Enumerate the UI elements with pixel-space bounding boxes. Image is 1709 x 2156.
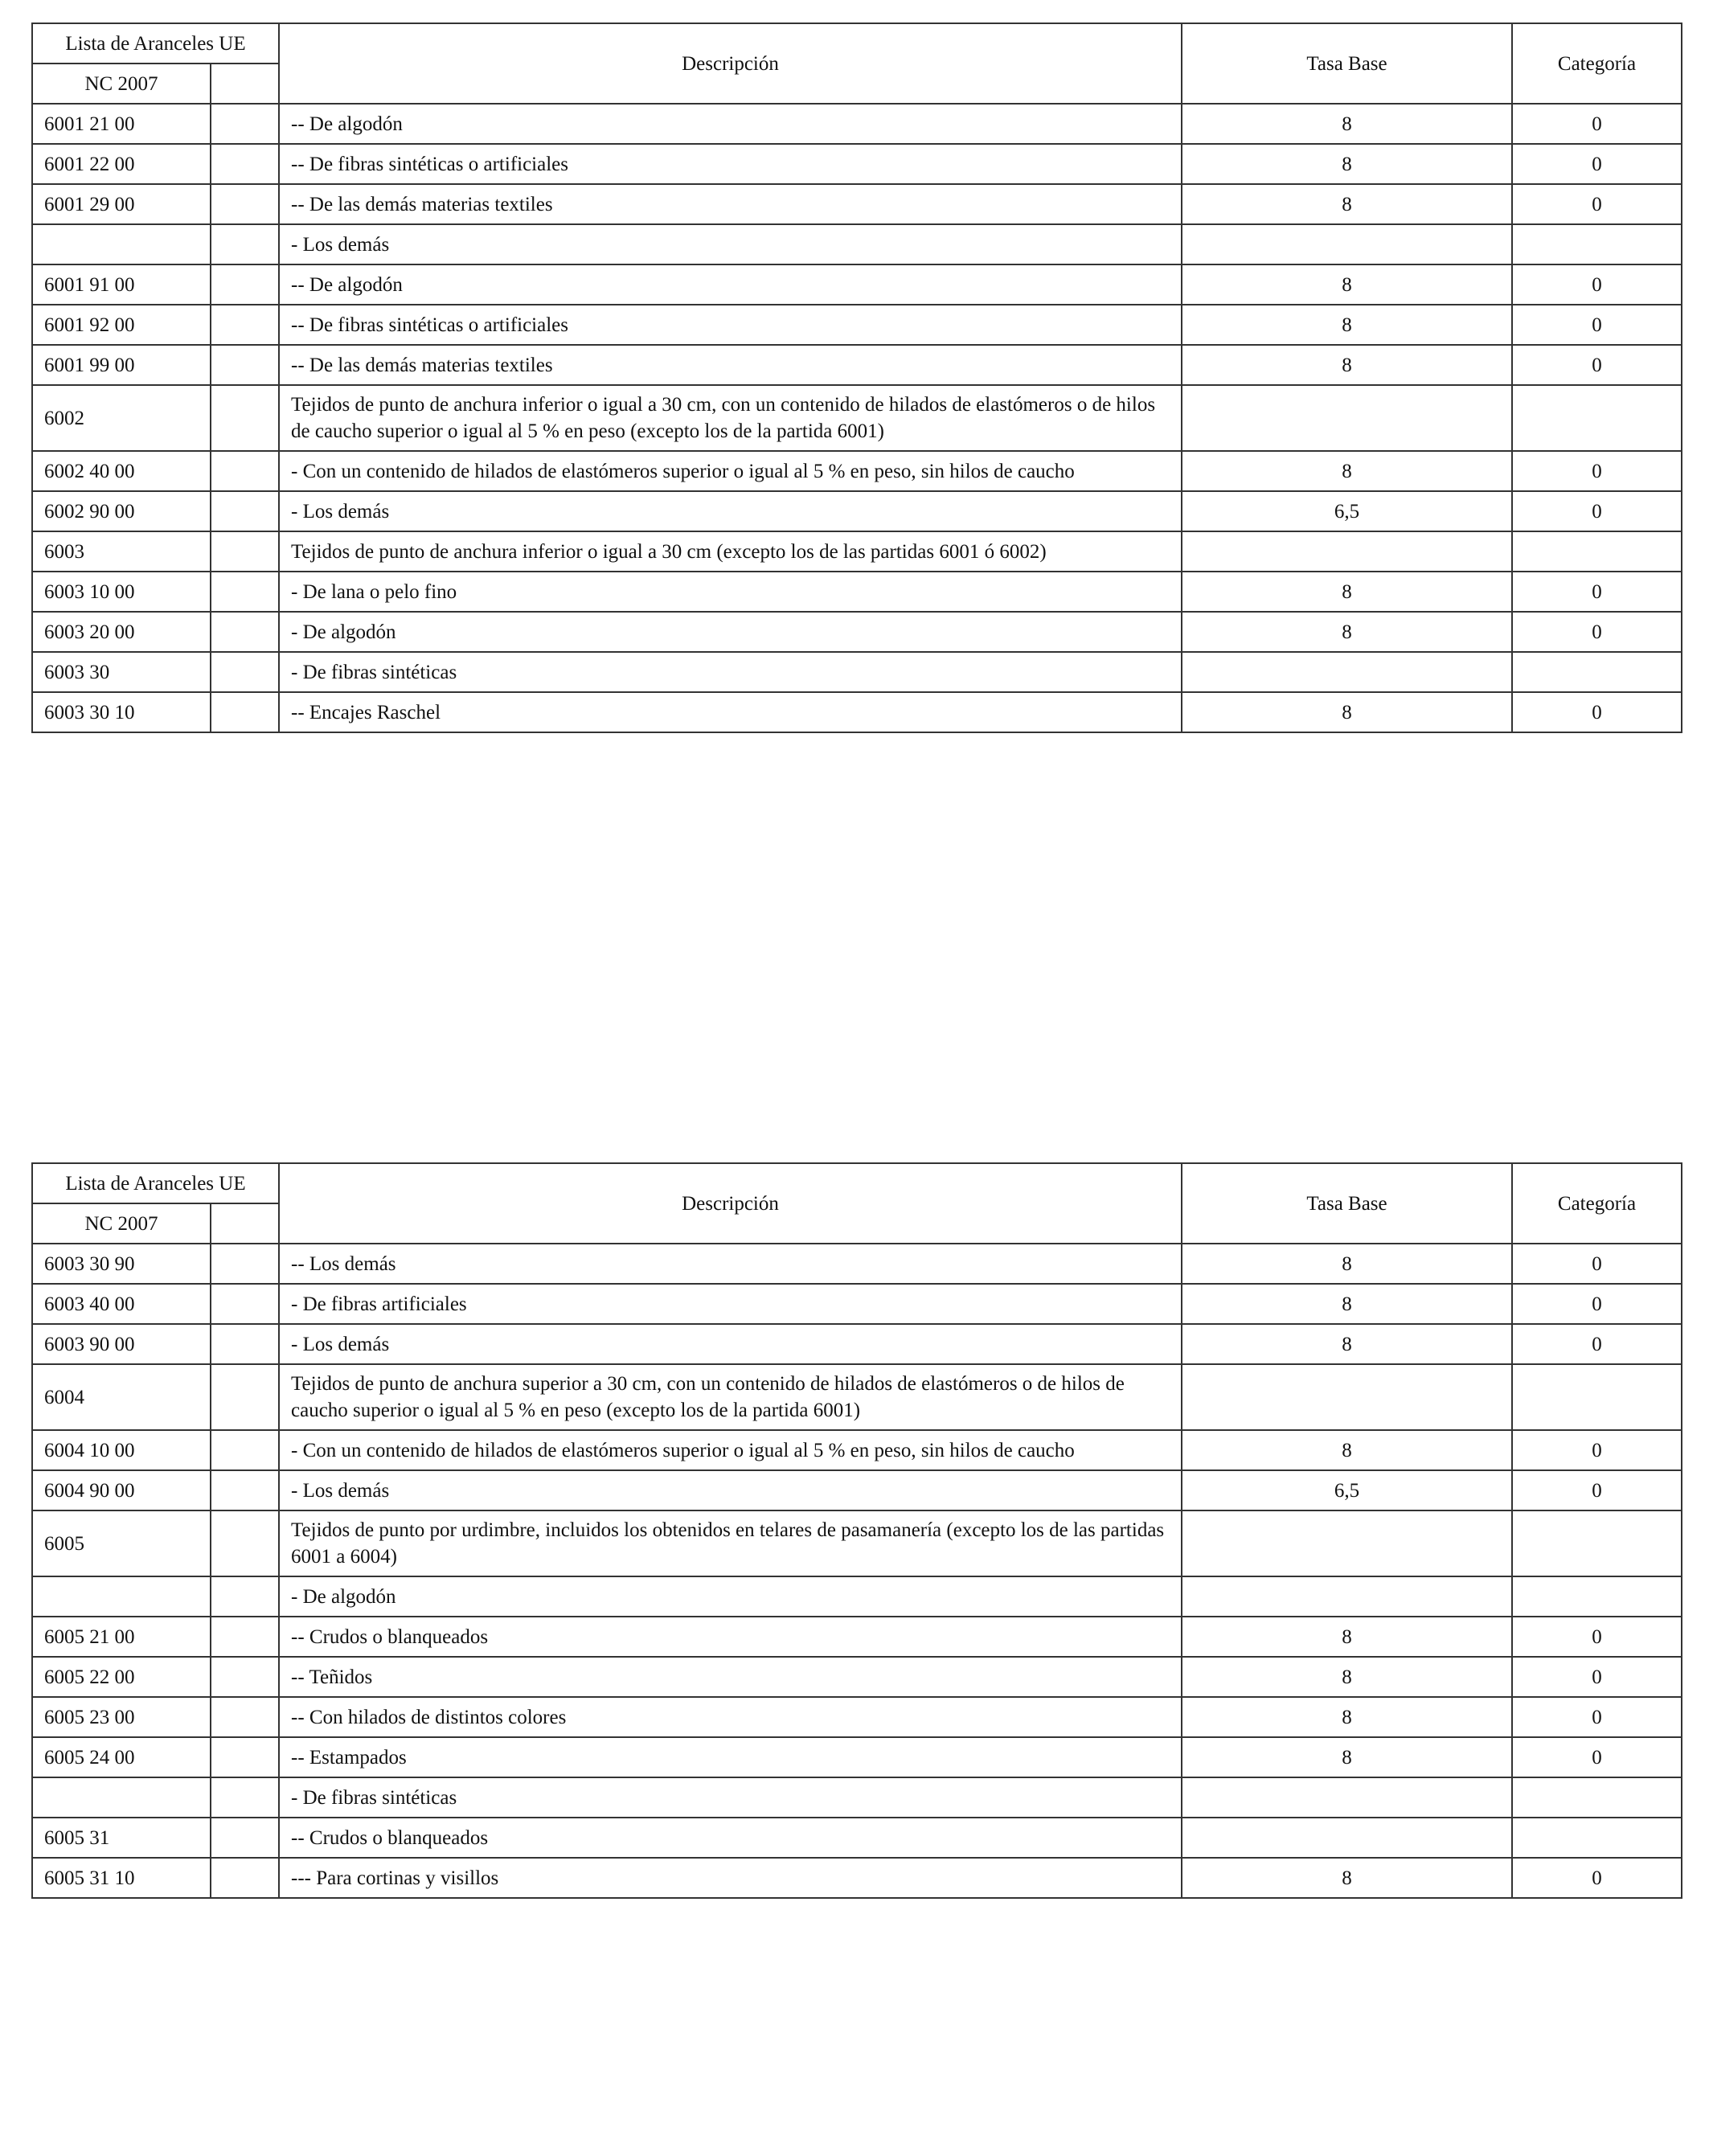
header-nc-label: NC 2007: [32, 1203, 211, 1244]
subcode-cell: [211, 104, 279, 144]
subcode-cell: [211, 1510, 279, 1576]
subcode-cell: [211, 305, 279, 345]
category-cell: 0: [1512, 692, 1682, 732]
subcode-cell: [211, 1364, 279, 1430]
table-row: [32, 1818, 1682, 1858]
category-cell: 0: [1512, 1430, 1682, 1470]
base-rate-cell: [1182, 385, 1512, 451]
base-rate-cell: 8: [1182, 104, 1512, 144]
header-nc-blank: [211, 64, 279, 104]
table-body: [32, 104, 1682, 732]
subcode-cell: [211, 1244, 279, 1284]
category-cell: 0: [1512, 264, 1682, 305]
table-row: [32, 1324, 1682, 1364]
tariff-code-cell: [32, 1576, 211, 1617]
subcode-cell: [211, 1430, 279, 1470]
tariff-code-cell: 6003 40 00: [32, 1284, 211, 1324]
subcode-cell: [211, 1324, 279, 1364]
base-rate-cell: [1182, 1510, 1512, 1576]
table-row: [32, 184, 1682, 224]
description-cell: -- De algodón: [279, 264, 1182, 305]
description-cell: - De algodón: [279, 1576, 1182, 1617]
subcode-cell: [211, 491, 279, 531]
header-category: Categoría: [1512, 23, 1682, 104]
tariff-code-cell: 6001 99 00: [32, 345, 211, 385]
table-row: [32, 451, 1682, 491]
base-rate-cell: 8: [1182, 144, 1512, 184]
table-row: [32, 1617, 1682, 1657]
tariff-table-2: [31, 1162, 1682, 1899]
tariff-code-cell: 6004: [32, 1364, 211, 1430]
tariff-code-cell: 6004 10 00: [32, 1430, 211, 1470]
category-cell: [1512, 1777, 1682, 1818]
base-rate-cell: 8: [1182, 1430, 1512, 1470]
tariff-code-cell: 6003 10 00: [32, 572, 211, 612]
subcode-cell: [211, 144, 279, 184]
description-cell: -- Con hilados de distintos colores: [279, 1697, 1182, 1737]
table-row: [32, 1697, 1682, 1737]
description-cell: - Los demás: [279, 1324, 1182, 1364]
category-cell: 0: [1512, 104, 1682, 144]
tariff-code-cell: 6003 30 90: [32, 1244, 211, 1284]
tariff-code-cell: 6003: [32, 531, 211, 572]
base-rate-cell: [1182, 1364, 1512, 1430]
category-cell: 0: [1512, 184, 1682, 224]
base-rate-cell: 8: [1182, 572, 1512, 612]
tariff-code-cell: 6003 30: [32, 652, 211, 692]
header-category: Categoría: [1512, 1163, 1682, 1244]
base-rate-cell: 8: [1182, 305, 1512, 345]
table-row: [32, 612, 1682, 652]
base-rate-cell: 8: [1182, 1617, 1512, 1657]
tariff-code-cell: [32, 224, 211, 264]
base-rate-cell: 8: [1182, 1697, 1512, 1737]
table-row: [32, 1777, 1682, 1818]
table-row: [32, 1244, 1682, 1284]
header-nc-blank: [211, 1203, 279, 1244]
description-cell: Tejidos de punto por urdimbre, incluidos los obtenidos en telares de pasamanería (excepto los de las partidas 6001 a 6004): [279, 1510, 1182, 1576]
category-cell: 0: [1512, 345, 1682, 385]
table-row: [32, 1510, 1682, 1576]
category-cell: [1512, 1576, 1682, 1617]
category-cell: 0: [1512, 1737, 1682, 1777]
table-row: [32, 1657, 1682, 1697]
table-row: [32, 1470, 1682, 1510]
category-cell: [1512, 1818, 1682, 1858]
tariff-code-cell: 6005 22 00: [32, 1657, 211, 1697]
category-cell: 0: [1512, 451, 1682, 491]
base-rate-cell: 8: [1182, 1657, 1512, 1697]
category-cell: 0: [1512, 1324, 1682, 1364]
description-cell: -- De las demás materias textiles: [279, 184, 1182, 224]
description-cell: - De fibras artificiales: [279, 1284, 1182, 1324]
table-row: [32, 224, 1682, 264]
category-cell: 0: [1512, 1244, 1682, 1284]
base-rate-cell: 8: [1182, 451, 1512, 491]
category-cell: 0: [1512, 305, 1682, 345]
description-cell: -- Teñidos: [279, 1657, 1182, 1697]
category-cell: 0: [1512, 1617, 1682, 1657]
table-row: [32, 692, 1682, 732]
base-rate-cell: [1182, 1576, 1512, 1617]
base-rate-cell: 8: [1182, 1737, 1512, 1777]
description-cell: -- De fibras sintéticas o artificiales: [279, 305, 1182, 345]
description-cell: - Con un contenido de hilados de elastómeros superior o igual al 5 % en peso, sin hilos de caucho: [279, 1430, 1182, 1470]
base-rate-cell: 8: [1182, 612, 1512, 652]
description-cell: Tejidos de punto de anchura inferior o igual a 30 cm (excepto los de las partidas 6001 ó 6002): [279, 531, 1182, 572]
table-body: [32, 1244, 1682, 1898]
description-cell: - De fibras sintéticas: [279, 652, 1182, 692]
description-cell: - De fibras sintéticas: [279, 1777, 1182, 1818]
description-cell: - Los demás: [279, 224, 1182, 264]
header-description: Descripción: [279, 23, 1182, 104]
tariff-code-cell: 6005 23 00: [32, 1697, 211, 1737]
base-rate-cell: 6,5: [1182, 491, 1512, 531]
description-cell: - De algodón: [279, 612, 1182, 652]
subcode-cell: [211, 385, 279, 451]
base-rate-cell: 8: [1182, 345, 1512, 385]
subcode-cell: [211, 1470, 279, 1510]
base-rate-cell: [1182, 224, 1512, 264]
base-rate-cell: 8: [1182, 1244, 1512, 1284]
category-cell: 0: [1512, 612, 1682, 652]
table-row: [32, 652, 1682, 692]
category-cell: [1512, 531, 1682, 572]
category-cell: 0: [1512, 572, 1682, 612]
description-cell: -- Crudos o blanqueados: [279, 1818, 1182, 1858]
subcode-cell: [211, 1697, 279, 1737]
base-rate-cell: [1182, 531, 1512, 572]
description-cell: -- Encajes Raschel: [279, 692, 1182, 732]
header-list-label: Lista de Aranceles UE: [32, 1163, 279, 1203]
table-row: [32, 1737, 1682, 1777]
base-rate-cell: 8: [1182, 1324, 1512, 1364]
description-cell: -- Crudos o blanqueados: [279, 1617, 1182, 1657]
category-cell: 0: [1512, 1697, 1682, 1737]
tariff-code-cell: 6001 92 00: [32, 305, 211, 345]
description-cell: - Los demás: [279, 1470, 1182, 1510]
category-cell: 0: [1512, 1657, 1682, 1697]
category-cell: [1512, 1364, 1682, 1430]
description-cell: -- Los demás: [279, 1244, 1182, 1284]
subcode-cell: [211, 1777, 279, 1818]
subcode-cell: [211, 1284, 279, 1324]
table-row: [32, 144, 1682, 184]
subcode-cell: [211, 1657, 279, 1697]
tariff-code-cell: 6002: [32, 385, 211, 451]
tariff-code-cell: 6002 90 00: [32, 491, 211, 531]
table-row: [32, 572, 1682, 612]
subcode-cell: [211, 1617, 279, 1657]
description-cell: -- De fibras sintéticas o artificiales: [279, 144, 1182, 184]
category-cell: 0: [1512, 1470, 1682, 1510]
header-base-rate: Tasa Base: [1182, 23, 1512, 104]
tariff-code-cell: 6005 24 00: [32, 1737, 211, 1777]
table-row: [32, 1284, 1682, 1324]
base-rate-cell: 6,5: [1182, 1470, 1512, 1510]
tariff-code-cell: 6003 90 00: [32, 1324, 211, 1364]
category-cell: [1512, 385, 1682, 451]
description-cell: --- Para cortinas y visillos: [279, 1858, 1182, 1898]
table-row: [32, 1576, 1682, 1617]
subcode-cell: [211, 531, 279, 572]
subcode-cell: [211, 184, 279, 224]
table-row: [32, 264, 1682, 305]
subcode-cell: [211, 1737, 279, 1777]
description-cell: - Los demás: [279, 491, 1182, 531]
subcode-cell: [211, 345, 279, 385]
base-rate-cell: [1182, 1777, 1512, 1818]
table-row: [32, 345, 1682, 385]
subcode-cell: [211, 612, 279, 652]
base-rate-cell: 8: [1182, 692, 1512, 732]
base-rate-cell: 8: [1182, 264, 1512, 305]
category-cell: [1512, 652, 1682, 692]
base-rate-cell: 8: [1182, 1284, 1512, 1324]
table-row: [32, 1858, 1682, 1898]
tariff-code-cell: 6001 91 00: [32, 264, 211, 305]
category-cell: [1512, 224, 1682, 264]
base-rate-cell: [1182, 1818, 1512, 1858]
category-cell: 0: [1512, 491, 1682, 531]
tariff-code-cell: 6002 40 00: [32, 451, 211, 491]
header-list-label: Lista de Aranceles UE: [32, 23, 279, 64]
tariff-code-cell: 6005 31: [32, 1818, 211, 1858]
base-rate-cell: 8: [1182, 1858, 1512, 1898]
tariff-code-cell: 6003 20 00: [32, 612, 211, 652]
subcode-cell: [211, 1858, 279, 1898]
subcode-cell: [211, 1576, 279, 1617]
table-row: [32, 1364, 1682, 1430]
category-cell: [1512, 1510, 1682, 1576]
base-rate-cell: 8: [1182, 184, 1512, 224]
description-cell: - De lana o pelo fino: [279, 572, 1182, 612]
subcode-cell: [211, 572, 279, 612]
tariff-code-cell: 6004 90 00: [32, 1470, 211, 1510]
tariff-code-cell: [32, 1777, 211, 1818]
table-row: [32, 1430, 1682, 1470]
tariff-code-cell: 6005 31 10: [32, 1858, 211, 1898]
description-cell: -- De las demás materias textiles: [279, 345, 1182, 385]
description-cell: Tejidos de punto de anchura superior a 30 cm, con un contenido de hilados de elastómeros o de hilos de caucho superior o igual al 5 % en peso (excepto los de la partida 6001): [279, 1364, 1182, 1430]
tariff-code-cell: 6001 21 00: [32, 104, 211, 144]
tariff-code-cell: 6003 30 10: [32, 692, 211, 732]
subcode-cell: [211, 264, 279, 305]
subcode-cell: [211, 692, 279, 732]
table-row: [32, 305, 1682, 345]
subcode-cell: [211, 1818, 279, 1858]
header-nc-label: NC 2007: [32, 64, 211, 104]
subcode-cell: [211, 652, 279, 692]
category-cell: 0: [1512, 1284, 1682, 1324]
subcode-cell: [211, 224, 279, 264]
tariff-code-cell: 6005 21 00: [32, 1617, 211, 1657]
category-cell: 0: [1512, 1858, 1682, 1898]
subcode-cell: [211, 451, 279, 491]
tariff-code-cell: 6001 22 00: [32, 144, 211, 184]
tariff-code-cell: 6005: [32, 1510, 211, 1576]
tariff-table-1: [31, 23, 1682, 733]
header-description: Descripción: [279, 1163, 1182, 1244]
category-cell: 0: [1512, 144, 1682, 184]
table-row: [32, 385, 1682, 451]
header-base-rate: Tasa Base: [1182, 1163, 1512, 1244]
description-cell: - Con un contenido de hilados de elastómeros superior o igual al 5 % en peso, sin hilos de caucho: [279, 451, 1182, 491]
description-cell: -- Estampados: [279, 1737, 1182, 1777]
description-cell: Tejidos de punto de anchura inferior o igual a 30 cm, con un contenido de hilados de elastómeros o de hilos de caucho superior o igual al 5 % en peso (excepto los de la partida 6001): [279, 385, 1182, 451]
table-row: [32, 104, 1682, 144]
base-rate-cell: [1182, 652, 1512, 692]
description-cell: -- De algodón: [279, 104, 1182, 144]
table-row: [32, 491, 1682, 531]
tariff-code-cell: 6001 29 00: [32, 184, 211, 224]
table-row: [32, 531, 1682, 572]
